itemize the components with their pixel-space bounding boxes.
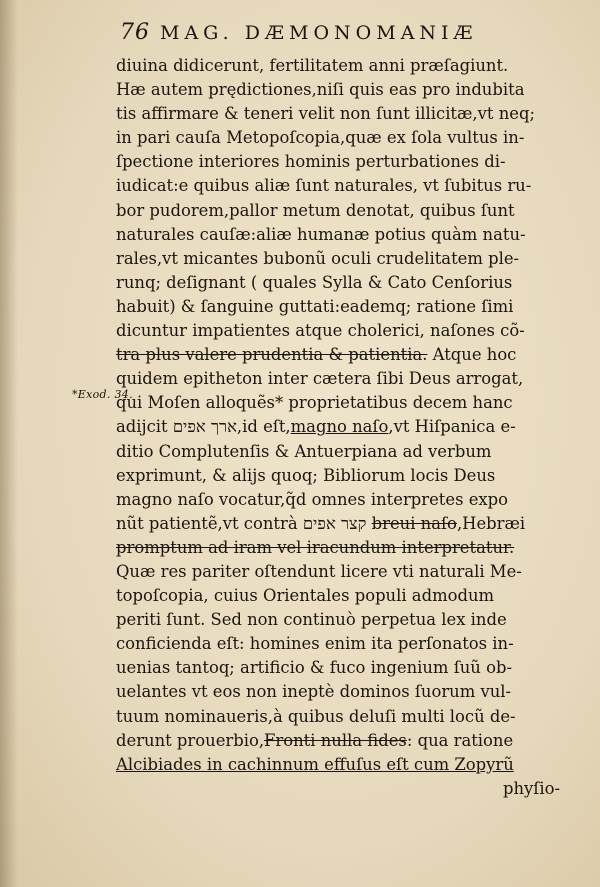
- text-line: [116, 271, 576, 295]
- text-line: [116, 705, 576, 729]
- spine-shadow: [0, 0, 18, 887]
- text-segment: rales,vt micantes bubonũ oculi crudelitatem ple-: [116, 248, 520, 268]
- text-segment: magno naſo vocatur,q̃d omnes interpretes expo: [116, 489, 509, 509]
- underlined-text: magno naſo: [290, 417, 389, 437]
- text-line: [116, 54, 576, 78]
- text-segment: iudicat:e quibus aliæ ſunt naturales, vt ſubitus ru-: [116, 176, 532, 196]
- struck-text: Fronti nulla fides: [264, 730, 407, 750]
- text-line: [116, 367, 576, 391]
- struck-text: promptum ad iram vel iracundum interpretatur.: [116, 537, 515, 557]
- text-segment: ſpectione interiores hominis perturbationes di-: [116, 152, 506, 172]
- text-segment: uenias tantoq; artificio & fuco ingenium ſuũ ob-: [116, 658, 512, 678]
- text-segment: dicuntur impatientes atque cholerici, naſones cõ-: [116, 321, 525, 341]
- text-line: [116, 126, 576, 150]
- text-line: [116, 415, 576, 439]
- text-segment: tis affirmare & teneri velit non ſunt illicitæ,vt neq;: [116, 104, 535, 124]
- text-segment: ,vt Hiſpanica e-: [388, 417, 516, 437]
- text-segment: qui Moſen alloquẽs: [116, 393, 275, 413]
- text-segment: topoſcopia, cuius Orientales populi admodum: [116, 586, 495, 606]
- text-segment: runq; deſignant ( quales Sylla & Cato Cenſorius: [116, 272, 513, 292]
- text-line: [116, 632, 576, 656]
- text-segment: ditio Complutenſis & Antuerpiana ad verbum: [116, 441, 492, 461]
- struck-text: breui naſo: [371, 513, 457, 533]
- text-segment: ,Hebræi: [456, 513, 526, 533]
- text-line: [116, 488, 576, 512]
- margin-note: *Exod. 34.: [72, 388, 133, 401]
- text-segment: uelantes vt eos non ineptè dominos ſuorum vul-: [116, 682, 512, 702]
- body-text: [116, 54, 576, 801]
- text-line: [116, 560, 576, 584]
- text-segment: in pari cauſa Metopoſcopia,quæ ex ſola vultus in-: [116, 128, 525, 148]
- text-segment: * proprietatibus decem hanc: [274, 393, 513, 413]
- text-segment: conficienda eſt: homines enim ita perſonatos in-: [116, 634, 514, 654]
- text-line: [116, 150, 576, 174]
- text-segment: quidem epitheton inter cætera ſibi Deus arrogat,: [116, 369, 524, 389]
- text-line: [116, 680, 576, 704]
- text-segment: derunt prouerbio,: [116, 730, 265, 750]
- text-segment: Atque hoc: [427, 345, 517, 365]
- text-line: [116, 319, 576, 343]
- text-line: [116, 343, 576, 367]
- text-line: [116, 391, 576, 415]
- text-segment: habuit) & ſanguine guttati:eademq; ratione ſimi: [116, 296, 514, 316]
- text-line: [116, 102, 576, 126]
- text-segment: adijcit ארך אפים: [116, 417, 237, 437]
- text-line: [116, 247, 576, 271]
- running-title: MAG. DÆMONOMANIÆ: [160, 22, 478, 44]
- text-segment: tuum nominaueris,à quibus deluſi multi locũ de-: [116, 706, 516, 726]
- struck-text: tra plus valere prudentia & patientia.: [116, 345, 428, 365]
- text-segment: bor pudorem,pallor metum denotat, quibus ſunt: [116, 200, 515, 220]
- page-number: 76: [120, 20, 150, 45]
- text-line: [116, 729, 576, 753]
- text-segment: Quæ res pariter oſtendunt licere vti naturali Me-: [116, 561, 522, 581]
- text-segment: naturales cauſæ:aliæ humanæ potius quàm natu-: [116, 224, 526, 244]
- text-line: [116, 753, 576, 777]
- text-line: [116, 608, 576, 632]
- page-header: [120, 20, 560, 50]
- text-segment: : qua ratione: [406, 730, 514, 750]
- text-line: [116, 295, 576, 319]
- text-line: [116, 512, 576, 536]
- text-segment: periti ſunt. Sed non continuò perpetua lex inde: [116, 610, 507, 630]
- text-line: [116, 536, 576, 560]
- text-line: [116, 440, 576, 464]
- underlined-text: Alcibiades in cachinnum effuſus eſt cum Zopyrũ: [116, 754, 514, 774]
- text-segment: Hæ autem prędictiones,niſi quis eas pro indubita: [116, 80, 525, 100]
- text-line: [116, 78, 576, 102]
- text-line: [116, 199, 576, 223]
- catchword: phyſio-: [502, 778, 560, 798]
- text-segment: nũt patientẽ,vt contrà קצר אפים: [116, 513, 372, 533]
- text-line: [116, 464, 576, 488]
- text-line: [116, 223, 576, 247]
- text-line: [116, 656, 576, 680]
- text-segment: ,id eſt,: [236, 417, 291, 437]
- text-segment: diuina didicerunt, fertilitatem anni præſagiunt.: [116, 56, 509, 75]
- text-segment: exprimunt, & alijs quoq; Bibliorum locis Deus: [116, 465, 496, 485]
- text-line: [116, 584, 576, 608]
- text-line: [116, 174, 576, 198]
